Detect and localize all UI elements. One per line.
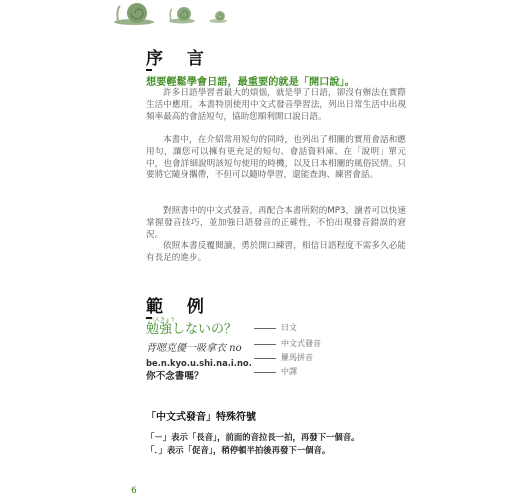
example-title: 範 例 xyxy=(146,297,213,317)
preface-paragraph: 本書中，在介紹常用短句的同時，也列出了相關的實用會話和應用句，讓您可以擁有更充足的短句、會話資料庫。在「說明」單元中，也會詳細說明該短句使用的時機，以及日本相關的風俗民情。只要將它隨身攜帶，不但可以隨時學習，還能查詢、練習會話。 xyxy=(146,135,406,181)
dash-rule xyxy=(254,358,276,359)
dash-rule xyxy=(254,344,276,345)
snail-decoration xyxy=(112,0,232,26)
preface-paragraph: 依照本書反覆閱讀，勇於開口練習，相信日語程度不需多久必能有長足的進步。 xyxy=(146,241,406,263)
symbol-line: 「．」表示「促音」，稍停頓半拍後再發下一個音。 xyxy=(146,445,331,455)
furigana: べんきょう xyxy=(150,317,176,323)
chinese-pronunciation-text: 背嗯克優一吸拿衣 no xyxy=(146,343,242,354)
title-underline xyxy=(146,69,152,71)
preface-paragraph: 許多日語學習者最大的煩惱，就是學了日語，卻沒有辦法在實際生活中應用。本書特別使用中文式發音學習法，列出日常生活中出現頻率最高的會話短句，協助您順利開口說日語。 xyxy=(146,88,406,122)
label-japanese: 日文 xyxy=(281,323,297,332)
symbol-line: 「－」表示「長音」，前面的音拉長一拍，再發下一個音。 xyxy=(146,432,360,442)
snail-icon xyxy=(169,7,195,24)
dash-rule xyxy=(254,328,276,329)
label-translation: 中譯 xyxy=(281,367,297,376)
label-romaji: 羅馬拼音 xyxy=(281,353,313,362)
japanese-text: 勉強しないの？ xyxy=(146,322,238,337)
translation-text: 你不念書嗎？ xyxy=(146,371,204,382)
label-chinese-pron: 中文式發音 xyxy=(281,339,321,348)
symbols-title: 「中文式發音」特殊符號 xyxy=(146,412,256,423)
snail-icon xyxy=(114,3,154,25)
romaji-text: be.n.kyo.u.shi.na.i.no. xyxy=(146,358,252,368)
preface-paragraph: 對照書中的中文式發音，再配合本書所附的MP3，讀者可以快速掌握發音技巧，並加強日語發音的正確性，不怕出現發音錯誤的窘況。 xyxy=(146,206,406,240)
preface-subtitle: 想要輕鬆學會日語，最重要的就是「開口說」。 xyxy=(146,77,355,88)
snail-icon xyxy=(209,11,227,23)
example-row-translation xyxy=(146,364,204,383)
dash-rule xyxy=(254,372,276,373)
preface-title: 序 言 xyxy=(146,49,213,69)
page-number: 6 xyxy=(131,486,137,496)
example-row-japanese xyxy=(146,318,237,337)
